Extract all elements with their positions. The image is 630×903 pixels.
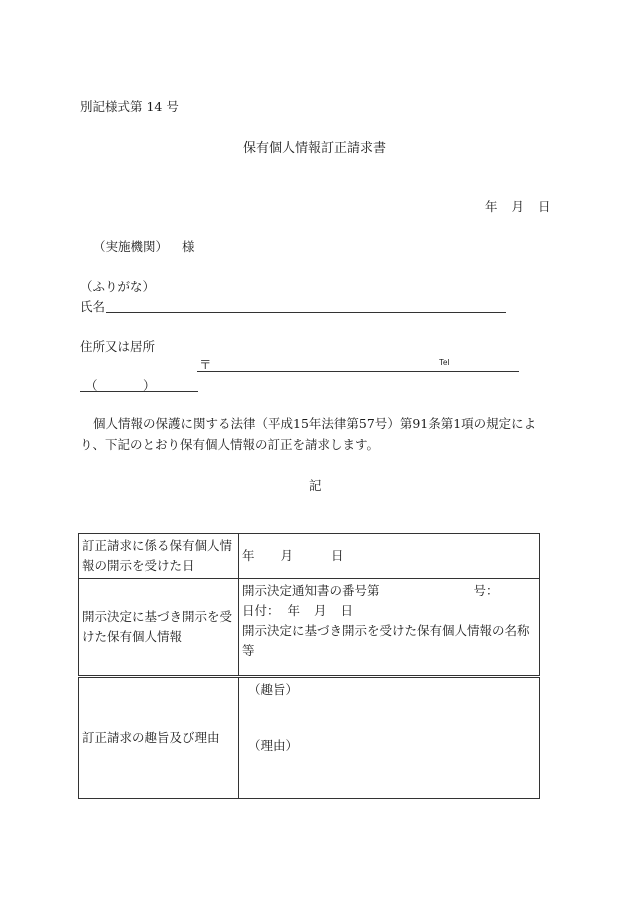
ki-heading: 記	[309, 478, 322, 493]
name-label: 氏名	[80, 299, 106, 314]
date-year: 年	[485, 199, 498, 214]
address-label: 住所又は居所	[80, 339, 156, 354]
tel-mark: Tel	[439, 358, 450, 367]
disclosure-date-label: 訂正請求に係る保有個人情報の開示を受けた日	[79, 534, 239, 579]
purpose-label: （趣旨）	[248, 682, 299, 697]
reason-label: （理由）	[248, 738, 299, 753]
row2-day: 日	[340, 603, 354, 618]
table-row	[79, 534, 540, 579]
notice-number-label: 開示決定通知書の番号第	[242, 583, 380, 598]
disclosure-date-cell[interactable]	[239, 534, 540, 579]
row2-year: 年	[287, 603, 301, 618]
row1-month: 月	[280, 548, 294, 563]
form-number: 別記様式第 14 号	[80, 99, 179, 114]
notice-number-suffix: 号：	[473, 583, 499, 598]
request-date	[485, 197, 551, 215]
name-field-line[interactable]	[106, 312, 506, 313]
date-month: 月	[511, 199, 525, 214]
notice-date-label: 日付：	[242, 603, 280, 618]
disclosed-info-cell[interactable]	[239, 579, 540, 677]
request-statement: 個人情報の保護に関する法律（平成15年法律第57号）第91条第1項の規定により、下記のとおり保有個人情報の訂正を請求します。	[80, 416, 537, 452]
form-title: 保有個人情報訂正請求書	[243, 141, 387, 156]
addressee	[93, 237, 195, 255]
request-table	[78, 533, 540, 799]
row1-year: 年	[242, 548, 255, 563]
notice-date-line	[242, 601, 536, 621]
addressee-agency: （実施機関）	[93, 239, 169, 254]
date-day: 日	[538, 199, 551, 214]
table-row	[79, 579, 540, 677]
table-row	[79, 677, 540, 799]
phone-paren-open: （	[85, 378, 98, 393]
furigana-label: （ふりがな）	[80, 279, 156, 294]
row1-day: 日	[331, 548, 344, 563]
notice-number-line	[242, 581, 536, 601]
disclosed-info-name: 開示決定に基づき開示を受けた保有個人情報の名称等	[242, 623, 530, 658]
row2-month: 月	[314, 603, 327, 618]
disclosed-info-label: 開示決定に基づき開示を受けた保有個人情報	[79, 579, 239, 677]
phone-field-line[interactable]	[80, 391, 198, 392]
addressee-suffix: 様	[182, 239, 195, 254]
purpose-reason-cell[interactable]	[239, 677, 540, 799]
purpose-reason-label: 訂正請求の趣旨及び理由	[79, 677, 239, 799]
address-field-line[interactable]	[197, 371, 519, 372]
phone-paren-close: ）	[143, 378, 156, 393]
postal-mark: 〒	[199, 357, 212, 372]
